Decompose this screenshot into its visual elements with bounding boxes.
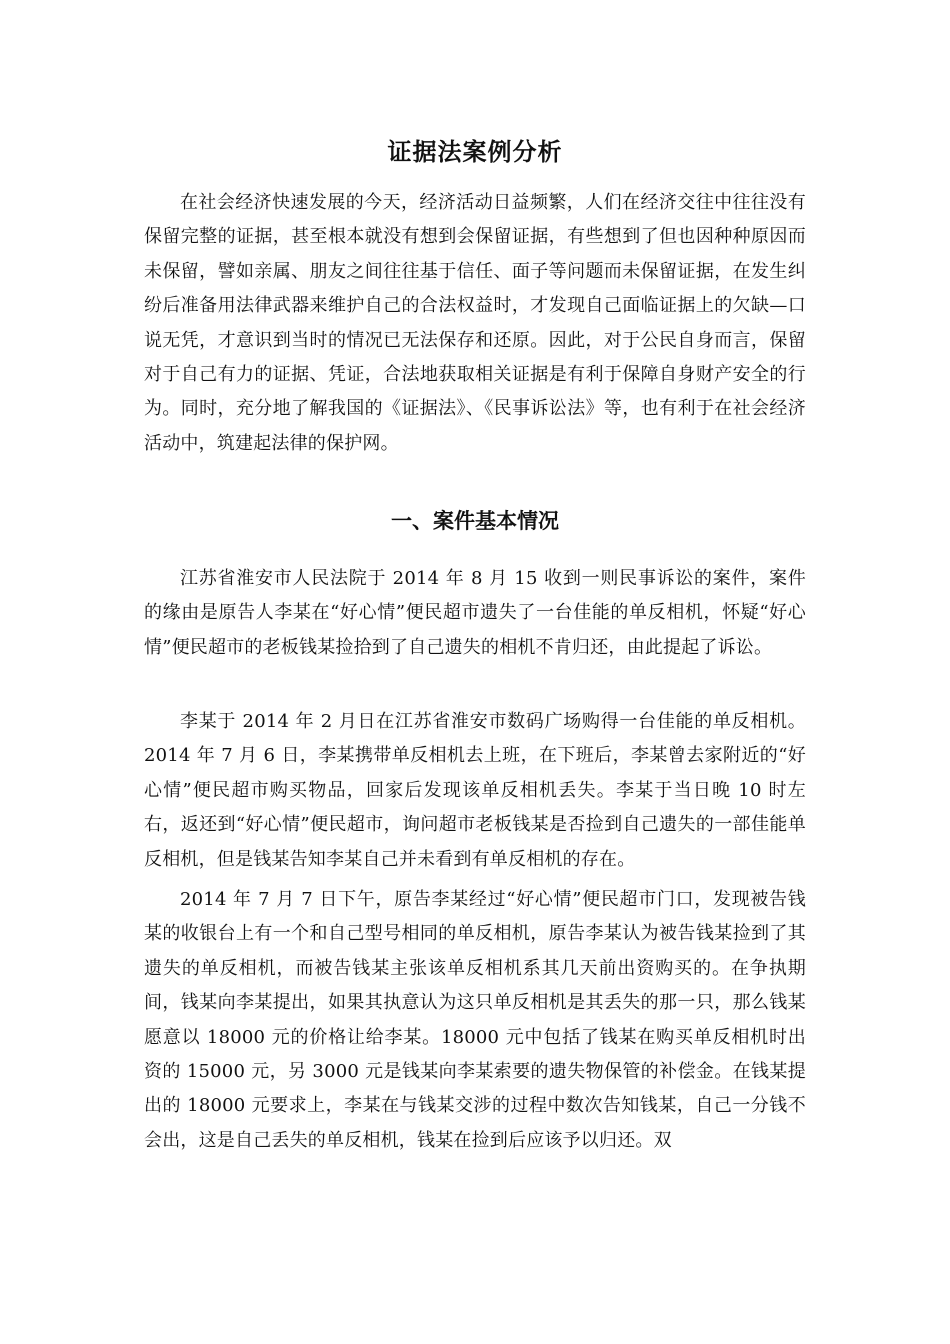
case-paragraph-2: 李某于 2014 年 2 月日在江苏省淮安市数码广场购得一台佳能的单反相机。2014 年 7 月 6 日，李某携带单反相机去上班，在下班后，李某曾去家附近的“好心情”便民超市购买物品，回家后发现该单反相机丢失。李某于当日晚 10 时左右，返还到“好心情”便民超市，询问超市老板钱某是否捡到自己遗失的一部佳能单反相机，但是钱某告知李某自己并未看到有单反相机的存在。 <box>144 711 806 870</box>
intro-paragraph: 在社会经济快速发展的今天，经济活动日益频繁，人们在经济交往中往往没有保留完整的证据，甚至根本就没有想到会保留证据，有些想到了但也因种种原因而未保留，譬如亲属、朋友之间往往基于信任、面子等问题而未保留证据，在发生纠纷后准备用法律武器来维护自己的合法权益时，才发现自己面临证据上的欠缺—口说无凭，才意识到当时的情况已无法保存和还原。因此，对于公民自身而言，保留对于自己有力的证据、凭证，合法地获取相关证据是有利于保障自身财产安全的行为。同时，充分地了解我国的《证据法》、《民事诉讼法》等，也有利于在社会经济活动中，筑建起法律的保护网。 <box>144 192 806 454</box>
case-paragraph-3: 2014 年 7 月 7 日下午，原告李某经过“好心情”便民超市门口，发现被告钱某的收银台上有一个和自己型号相同的单反相机，原告李某认为被告钱某捡到了其遗失的单反相机，而被告钱某主张该单反相机系其几天前出资购买的。在争执期间，钱某向李某提出，如果其执意认为这只单反相机是其丢失的那一只，那么钱某愿意以 18000 元的价格让给李某。18000 元中包括了钱某在购买单反相机时出资的 15000 元，另 3000 元是钱某向李某索要的遗失物保管的补偿金。在钱某提出的 18000 元要求上，李某在与钱某交涉的过程中数次告知钱某，自己一分钱不会出，这是自己丢失的单反相机，钱某在捡到后应该予以归还。双 <box>144 889 806 1151</box>
section-heading: 一、案件基本情况 <box>391 509 559 533</box>
document-title: 证据法案例分析 <box>387 138 563 166</box>
case-paragraph-1: 江苏省淮安市人民法院于 2014 年 8 月 15 收到一则民事诉讼的案件，案件的缘由是原告人李某在“好心情”便民超市遗失了一台佳能的单反相机，怀疑“好心情”便民超市的老板钱某捡拾到了自己遗失的相机不肯归还，由此提起了诉讼。 <box>144 568 806 658</box>
